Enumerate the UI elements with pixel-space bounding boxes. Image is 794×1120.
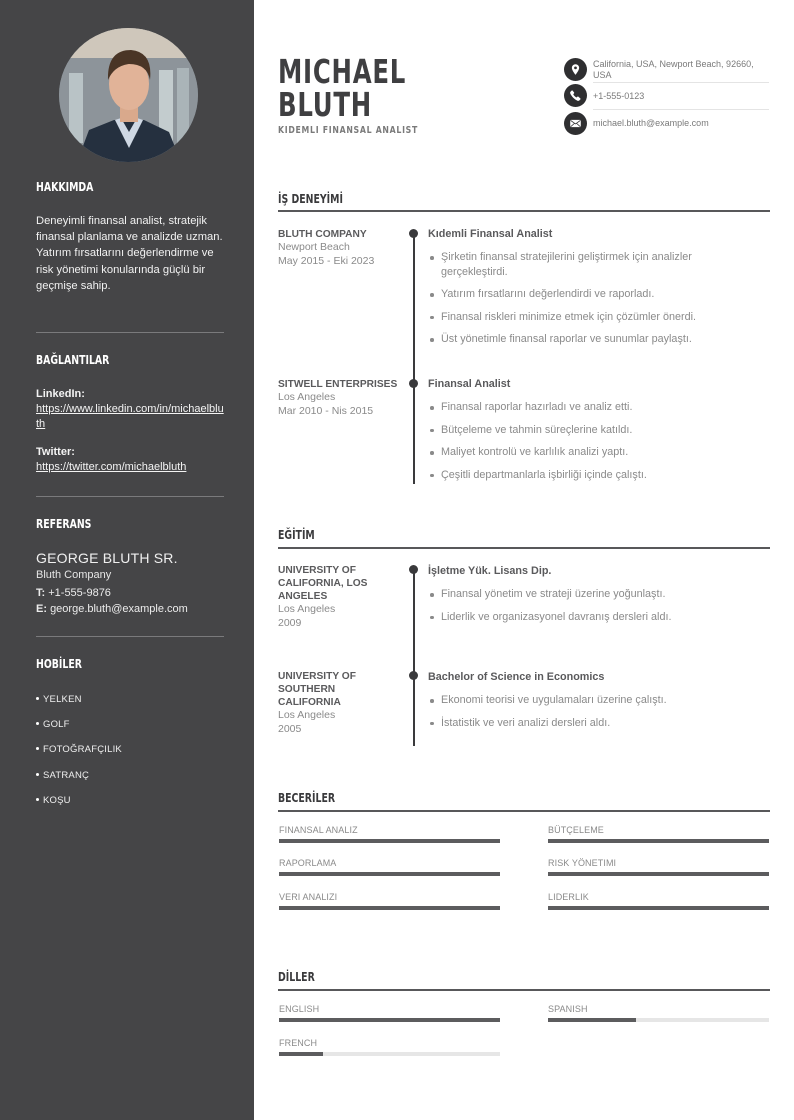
education-title: EĞİTİM (278, 528, 315, 542)
degree-title: İşletme Yük. Lisans Dip. (428, 565, 552, 577)
education-detail-list (428, 693, 758, 730)
hobby-item (36, 712, 224, 737)
skill-label: BÜTÇELEME (548, 825, 604, 835)
linkedin-label: LinkedIn: (36, 388, 85, 400)
languages-title: DİLLER (278, 970, 315, 984)
skill-bar-fill (548, 839, 769, 843)
language-item (279, 1004, 500, 1022)
linkedin-link-block (36, 387, 224, 432)
contact-email-text: michael.bluth@example.com (593, 118, 709, 128)
language-label: ENGLISH (279, 1004, 320, 1014)
education-detail-item: İstatistik ve veri analizi dersleri aldı. (428, 716, 758, 731)
timeline-dot-icon (409, 671, 418, 680)
hobby-label: KOŞU (43, 794, 71, 806)
section-rule (278, 810, 770, 812)
timeline-dot-icon (409, 379, 418, 388)
language-bar-fill (279, 1052, 323, 1056)
language-bar-fill (548, 1018, 636, 1022)
hobby-item (36, 737, 224, 762)
about-title: HAKKIMDA (36, 180, 94, 194)
hobby-item (36, 788, 224, 813)
language-label: SPANISH (548, 1004, 588, 1014)
graduation-year: 2009 (278, 616, 302, 629)
reference-phone (36, 585, 224, 601)
employment-dates: Mar 2010 - Nis 2015 (278, 404, 374, 417)
skill-label: LIDERLIK (548, 892, 589, 902)
education-detail-list (428, 587, 758, 624)
phone-icon (564, 84, 587, 107)
name-last: BLUTH (278, 85, 372, 124)
school-name: UNIVERSITY OF CALIFORNIA, LOS ANGELES (278, 565, 368, 602)
contact-separator (593, 109, 769, 110)
contact-phone-text: +1-555-0123 (593, 91, 645, 101)
school-location: Los Angeles (278, 709, 336, 721)
responsibility-item: Finansal riskleri minimize etmek için çözümler önerdi. (428, 310, 758, 325)
hobby-item (36, 763, 224, 788)
language-bar-track (279, 1018, 500, 1022)
skill-bar-track (279, 839, 500, 843)
section-rule (278, 210, 770, 212)
responsibility-list (428, 250, 758, 347)
reference-section (36, 517, 224, 617)
timeline-dot-icon (409, 565, 418, 574)
experience-entry-meta (278, 228, 398, 268)
bullet-icon (36, 747, 39, 750)
skill-label: VERI ANALIZI (279, 892, 338, 902)
contact-address-text: California, USA, Newport Beach, 92660, USA (593, 59, 754, 80)
hobbies-section (36, 657, 224, 813)
timeline-dot-icon (409, 229, 418, 238)
person-portrait-icon (59, 28, 198, 162)
profile-photo (59, 28, 198, 162)
skill-bar-fill (279, 872, 500, 876)
envelope-icon (564, 112, 587, 135)
hobby-label: YELKEN (43, 694, 82, 705)
education-entry-meta (278, 564, 398, 630)
twitter-label: Twitter: (36, 446, 75, 458)
hobby-label: FOTOĞRAFÇILIK (43, 744, 122, 756)
school-location: Los Angeles (278, 603, 336, 615)
reference-phone-value: +1-555-9876 (48, 587, 111, 599)
location-pin-icon (564, 58, 587, 81)
bullet-icon (36, 722, 39, 725)
reference-name: GEORGE BLUTH SR. (36, 550, 178, 566)
reference-title: REFERANS (36, 517, 92, 531)
twitter-link-block (36, 445, 224, 475)
skill-bar-fill (548, 906, 769, 910)
bullet-icon (36, 773, 39, 776)
experience-entry-details (428, 377, 758, 490)
hobby-item (36, 687, 224, 712)
reference-phone-label: T: (36, 587, 46, 599)
responsibility-item: Üst yönetimle finansal raporlar ve sunumlar paylaştı. (428, 332, 758, 347)
bullet-icon (36, 798, 39, 801)
section-rule (278, 989, 770, 991)
skill-label: RISK YÖNETIMI (548, 858, 617, 868)
reference-email (36, 601, 224, 617)
skill-bar-fill (279, 906, 500, 910)
about-text: Deneyimli finansal analist, stratejik finansal planlama ve analizde uzman. Yatırım fırsatlarını değerlendirme ve risk yönetimi konularında güçlü bir geçmişe sahip. (36, 215, 223, 292)
sidebar-divider (36, 496, 224, 497)
skill-label: RAPORLAMA (279, 858, 337, 868)
skill-item (548, 858, 769, 876)
school-name: UNIVERSITY OF SOUTHERN CALIFORNIA (278, 671, 356, 708)
about-section (36, 180, 224, 294)
links-section (36, 353, 224, 475)
education-entry-details (428, 564, 758, 632)
skill-item (279, 825, 500, 843)
experience-entry-meta (278, 378, 398, 418)
responsibility-list (428, 400, 758, 482)
language-label: FRENCH (279, 1038, 318, 1048)
company-name: BLUTH COMPANY (278, 229, 367, 240)
links-title: BAĞLANTILAR (36, 353, 110, 367)
skill-item (548, 825, 769, 843)
skill-bar-track (548, 872, 769, 876)
company-location: Newport Beach (278, 241, 350, 253)
responsibility-item: Finansal raporlar hazırladı ve analiz etti. (428, 400, 758, 415)
role-title: Kıdemli Finansal Analist (428, 228, 553, 240)
reference-email-label: E: (36, 603, 47, 615)
section-rule (278, 547, 770, 549)
sidebar (0, 0, 254, 1120)
sidebar-divider (36, 332, 224, 333)
contact-separator (593, 82, 769, 83)
education-detail-item: Finansal yönetim ve strateji üzerine yoğunlaştı. (428, 587, 758, 602)
name-first: MICHAEL (278, 52, 407, 91)
skill-bar-track (548, 906, 769, 910)
company-name: SITWELL ENTERPRISES (278, 379, 398, 390)
responsibility-item: Yatırım fırsatlarını değerlendirdi ve raporladı. (428, 287, 758, 302)
hobbies-title: HOBİLER (36, 657, 82, 671)
skill-bar-track (279, 872, 500, 876)
bullet-icon (36, 697, 39, 700)
skills-title: BECERİLER (278, 791, 336, 805)
responsibility-item: Çeşitli departmanlarla işbirliği içinde çalıştı. (428, 468, 758, 483)
graduation-year: 2005 (278, 722, 302, 735)
employment-dates: May 2015 - Eki 2023 (278, 254, 375, 267)
skill-item (548, 892, 769, 910)
skill-bar-track (279, 906, 500, 910)
role-title: Finansal Analist (428, 378, 511, 390)
education-timeline (413, 570, 415, 746)
job-title: KIDEMLI FINANSAL ANALIST (278, 125, 419, 136)
experience-title: İŞ DENEYİMİ (278, 192, 343, 206)
experience-entry-details (428, 227, 758, 355)
twitter-link[interactable]: https://twitter.com/michaelbluth (36, 461, 187, 473)
skill-item (279, 858, 500, 876)
skill-item (279, 892, 500, 910)
responsibility-item: Bütçeleme ve tahmin süreçlerine katıldı. (428, 423, 758, 438)
language-bar-track (548, 1018, 769, 1022)
linkedin-link[interactable]: https://www.linkedin.com/in/michaelbluth (36, 403, 224, 430)
sidebar-divider (36, 636, 224, 637)
skill-bar-track (548, 839, 769, 843)
degree-title: Bachelor of Science in Economics (428, 671, 605, 683)
education-entry-meta (278, 670, 398, 736)
candidate-name (278, 52, 407, 124)
education-detail-item: Liderlik ve organizasyonel davranış dersleri aldı. (428, 610, 758, 625)
language-bar-fill (279, 1018, 500, 1022)
language-item (279, 1038, 500, 1056)
language-item (548, 1004, 769, 1022)
skill-label: FINANSAL ANALIZ (279, 825, 358, 835)
hobby-label: GOLF (43, 719, 70, 731)
responsibility-item: Maliyet kontrolü ve karlılık analizi yaptı. (428, 445, 758, 460)
reference-company: Bluth Company (36, 569, 112, 581)
experience-timeline (413, 234, 415, 484)
skill-bar-fill (548, 872, 769, 876)
hobby-label: SATRANÇ (43, 769, 90, 781)
education-entry-details (428, 670, 758, 738)
language-bar-track (279, 1052, 500, 1056)
responsibility-item: Şirketin finansal stratejilerini geliştirmek için analizler gerçekleştirdi. (428, 250, 758, 279)
company-location: Los Angeles (278, 391, 336, 403)
education-detail-item: Ekonomi teorisi ve uygulamaları üzerine çalıştı. (428, 693, 758, 708)
reference-email-value: george.bluth@example.com (50, 603, 188, 615)
skill-bar-fill (279, 839, 500, 843)
hobbies-list (36, 687, 224, 813)
